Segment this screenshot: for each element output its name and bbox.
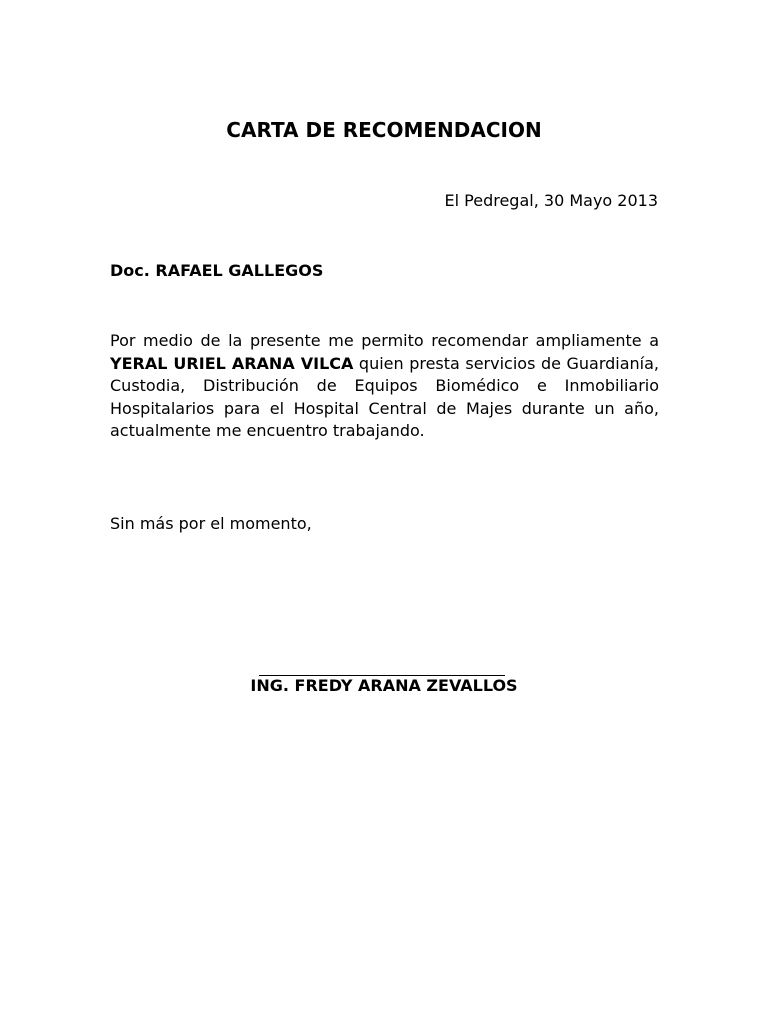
date-line: El Pedregal, 30 Mayo 2013	[444, 191, 658, 210]
recipient-name: Doc. RAFAEL GALLEGOS	[110, 261, 324, 280]
body-rest-text: quien presta servicios de Guardianía, Custodia, Distribución de Equipos Biomédico e Inmobiliario Hospitalarios para el Hospital Central de Majes durante un año, actualmente me encuentro trabajando.	[110, 353, 660, 440]
body-paragraph	[110, 330, 659, 443]
recommended-person-name: YERAL URIEL ARANA VILCA	[110, 353, 354, 373]
letter-title: CARTA DE RECOMENDACION	[226, 118, 542, 142]
closing-line: Sin más por el momento,	[110, 514, 312, 533]
signer-name: ING. FREDY ARANA ZEVALLOS	[250, 676, 518, 695]
body-intro-text: Por medio de la presente me permito recomendar ampliamente a	[110, 331, 659, 350]
